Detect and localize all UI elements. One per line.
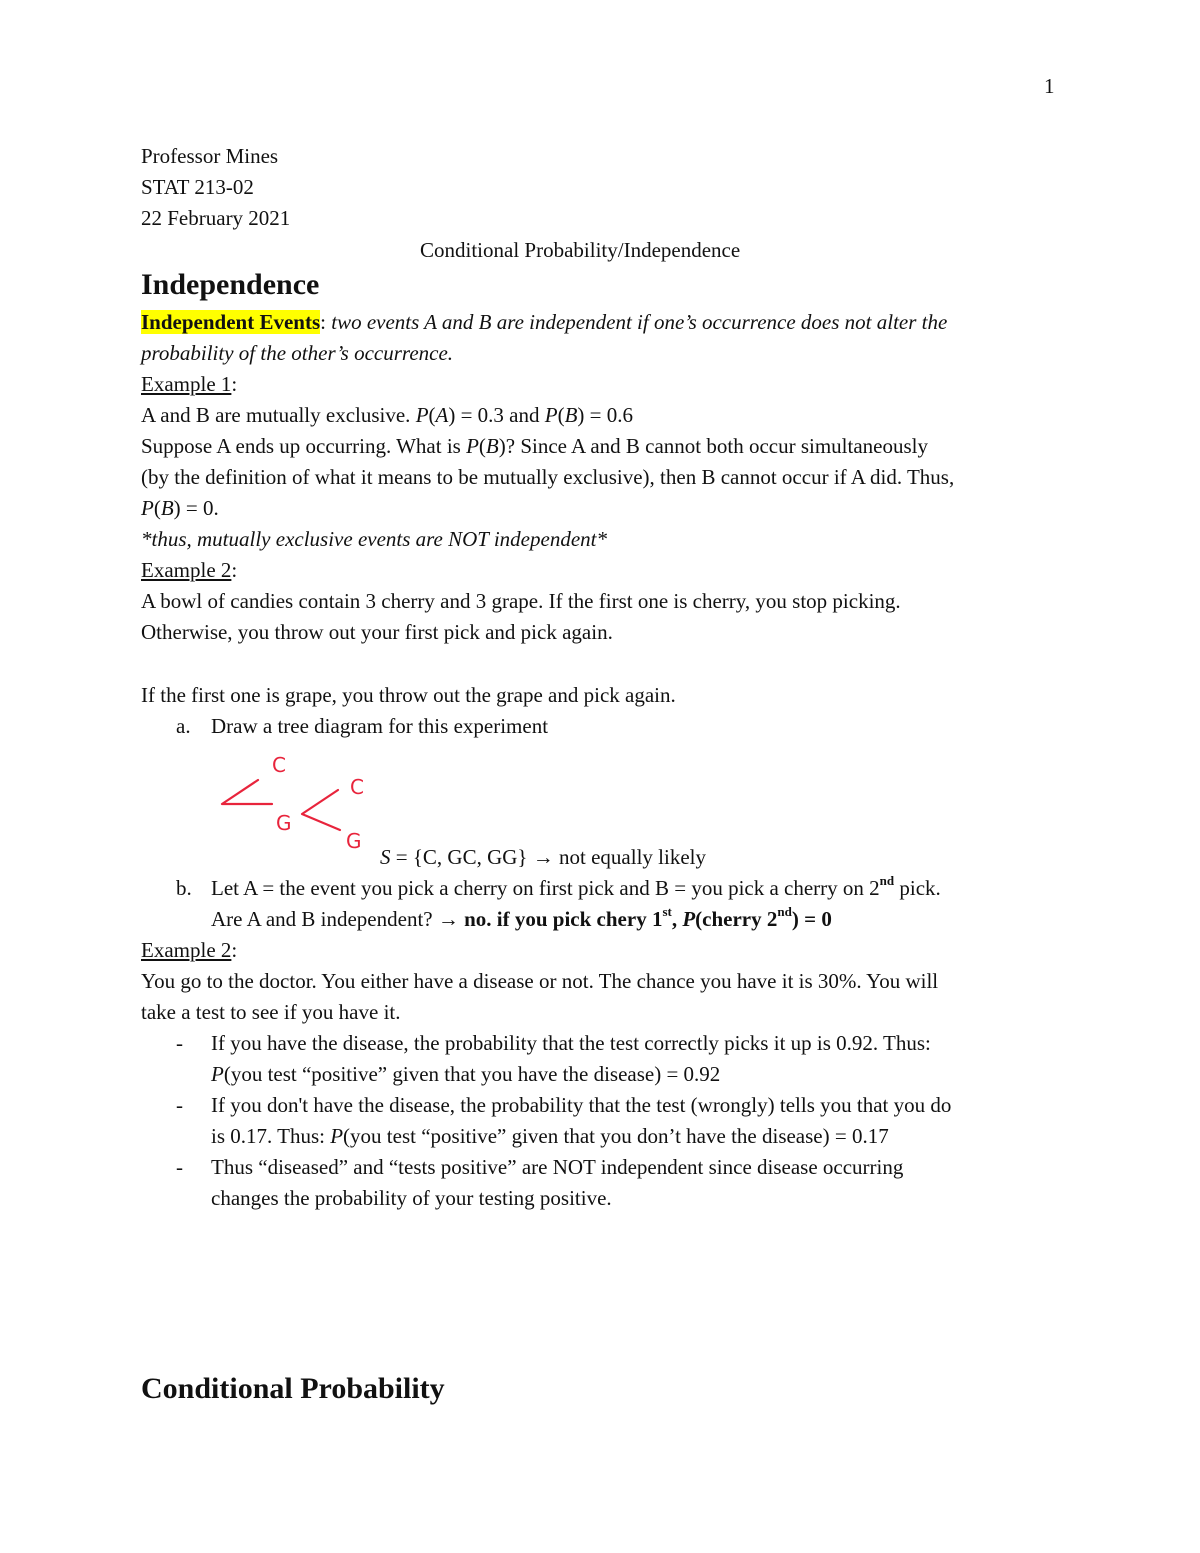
heading-independence: Independence bbox=[141, 268, 320, 301]
example-2-item-b: b. Let A = the event you pick a cherry on first pick and B = you pick a cherry on 2nd pick. bbox=[176, 873, 941, 900]
bullet-1-line-2: P(you test “positive” given that you have the disease) = 0.92 bbox=[211, 1062, 721, 1086]
example-3-line-1: You go to the doctor. You either have a disease or not. The chance you have it is 30%. You will bbox=[141, 969, 939, 993]
sample-space: S = {C, GC, GG} → not equally likely bbox=[380, 845, 706, 869]
example-1-note: *thus, mutually exclusive events are NOT independent* bbox=[141, 527, 607, 551]
professor-name: Professor Mines bbox=[141, 144, 279, 168]
tree-label-c1: C bbox=[272, 753, 286, 777]
bullet-1-line-1: - If you have the disease, the probability that the test correctly picks it up is 0.92. Thus: bbox=[176, 1031, 931, 1055]
example-1-line-3: (by the definition of what it means to be mutually exclusive), then B cannot occur if A did. Thus, bbox=[141, 465, 955, 489]
definition-line-1: Independent Events: two events A and B are independent if one’s occurrence does not alter the bbox=[141, 310, 948, 334]
tree-label-g2: G bbox=[346, 829, 362, 852]
bullet-2-line-2: is 0.17. Thus: P(you test “positive” given that you don’t have the disease) = 0.17 bbox=[211, 1124, 889, 1148]
example-2-label: Example 2: bbox=[141, 558, 238, 582]
example-2-line-3: If the first one is grape, you throw out the grape and pick again. bbox=[141, 683, 676, 707]
example-3-label: Example 2: bbox=[141, 938, 238, 962]
heading-conditional-probability: Conditional Probability bbox=[141, 1372, 445, 1405]
example-2-line-2: Otherwise, you throw out your first pick and pick again. bbox=[141, 620, 613, 644]
example-1-line-4: P(B) = 0. bbox=[141, 496, 219, 520]
definition-text: two events A and B are independent if one’s occurrence does not alter the bbox=[325, 310, 948, 334]
example-2-item-a: a. Draw a tree diagram for this experiment bbox=[176, 714, 549, 738]
example-1-line-1: A and B are mutually exclusive. P(A) = 0.3 and P(B) = 0.6 bbox=[141, 403, 634, 427]
definition-term: Independent Events bbox=[141, 310, 321, 334]
example-1-line-2: Suppose A ends up occurring. What is P(B)? Since A and B cannot both occur simultaneously bbox=[141, 434, 928, 458]
example-1-label: Example 1: bbox=[141, 372, 238, 396]
document-date: 22 February 2021 bbox=[141, 206, 291, 230]
page-number: 1 bbox=[1044, 74, 1055, 98]
example-2-line-1: A bowl of candies contain 3 cherry and 3 grape. If the first one is cherry, you stop picking. bbox=[141, 589, 901, 613]
definition-line-2: probability of the other’s occurrence. bbox=[141, 341, 454, 365]
tree-diagram-drawing bbox=[210, 752, 380, 852]
example-3-line-2: take a test to see if you have it. bbox=[141, 1000, 401, 1024]
tree-label-c2: C bbox=[350, 775, 364, 799]
tree-branch-root bbox=[222, 780, 272, 804]
example-2-item-b-answer: Are A and B independent? → no. if you pick chery 1st, P(cherry 2nd) = 0 bbox=[211, 904, 832, 931]
document-title: Conditional Probability/Independence bbox=[420, 238, 741, 262]
bullet-3-line-2: changes the probability of your testing positive. bbox=[211, 1186, 612, 1210]
bullet-3-line-1: - Thus “diseased” and “tests positive” are NOT independent since disease occurring bbox=[176, 1155, 904, 1179]
tree-branch-second bbox=[302, 790, 340, 830]
bullet-2-line-1: - If you don't have the disease, the probability that the test (wrongly) tells you that you do bbox=[176, 1093, 952, 1117]
course-code: STAT 213-02 bbox=[141, 175, 254, 199]
tree-label-g1: G bbox=[276, 811, 292, 835]
